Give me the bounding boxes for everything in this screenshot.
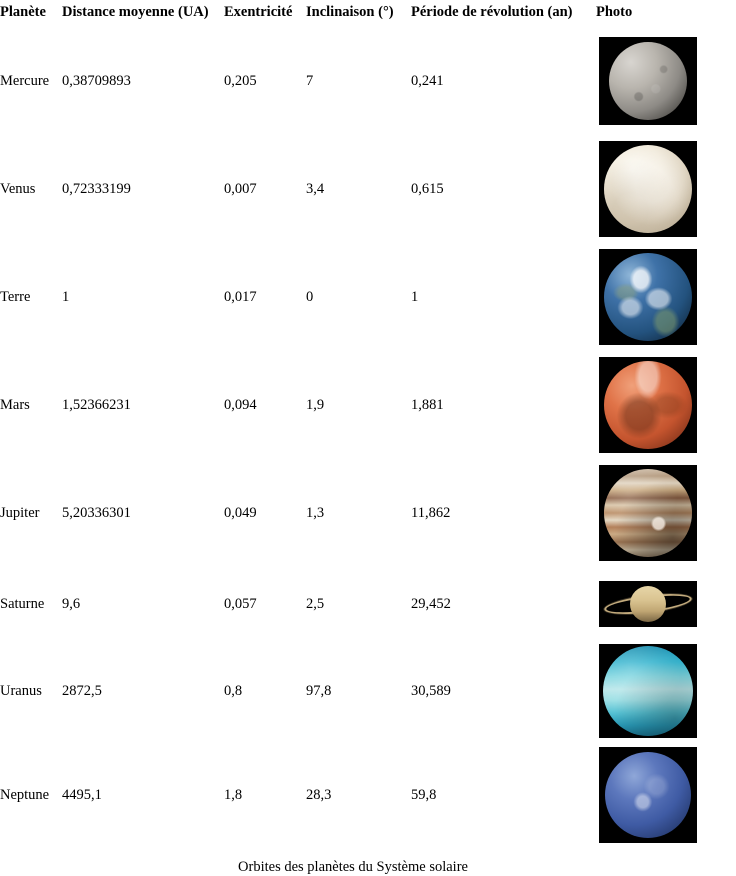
saturn-photo	[599, 581, 697, 627]
table-row	[0, 243, 700, 351]
cell-inclination: 28,3	[306, 786, 332, 803]
cell-inclination: 7	[306, 72, 314, 89]
table-caption: Orbites des planètes du Système solaire	[238, 859, 468, 875]
cell-photo	[596, 27, 700, 135]
mercury-photo	[599, 37, 697, 125]
column-header-planet: Planète	[0, 4, 46, 20]
column-header-eccentricity: Exentricité	[224, 4, 293, 20]
neptune-photo	[599, 747, 697, 843]
cell-inclination: 97,8	[306, 682, 332, 699]
cell-distance: 9,6	[62, 595, 81, 612]
mars-disc	[604, 361, 692, 449]
cell-period: 1,881	[411, 396, 444, 413]
cell-planet-name: Venus	[0, 180, 36, 197]
column-header-inclination: Inclinaison (°)	[306, 4, 394, 20]
cell-period: 11,862	[411, 504, 451, 521]
neptune-disc	[605, 752, 691, 838]
venus-photo	[599, 141, 697, 237]
column-header-photo: Photo	[596, 4, 633, 20]
cell-period: 0,615	[411, 180, 444, 197]
mercury-disc	[609, 42, 687, 120]
cell-photo	[596, 641, 700, 741]
cell-distance: 1	[62, 288, 70, 305]
cell-period: 0,241	[411, 72, 444, 89]
cell-period: 29,452	[411, 595, 451, 612]
jupiter-photo	[599, 465, 697, 561]
cell-photo	[596, 459, 700, 567]
cell-eccentricity: 0,057	[224, 595, 257, 612]
cell-eccentricity: 0,094	[224, 396, 257, 413]
table-header-row	[0, 0, 700, 27]
saturn-disc	[630, 586, 666, 622]
cell-eccentricity: 0,8	[224, 682, 243, 699]
venus-disc	[604, 145, 692, 233]
cell-inclination: 1,3	[306, 504, 325, 521]
cell-planet-name: Neptune	[0, 786, 50, 803]
cell-photo	[596, 135, 700, 243]
cell-planet-name: Uranus	[0, 682, 42, 699]
cell-planet-name: Terre	[0, 288, 31, 305]
cell-distance: 2872,5	[62, 682, 102, 699]
cell-eccentricity: 0,007	[224, 180, 257, 197]
uranus-photo	[599, 644, 697, 738]
table-row	[0, 641, 700, 741]
uranus-disc	[603, 646, 693, 736]
cell-photo	[596, 741, 700, 849]
cell-photo	[596, 567, 700, 641]
cell-planet-name: Saturne	[0, 595, 45, 612]
table-row	[0, 135, 700, 243]
table-row	[0, 567, 700, 641]
cell-period: 1	[411, 288, 419, 305]
cell-inclination: 1,9	[306, 396, 325, 413]
cell-distance: 5,20336301	[62, 504, 131, 521]
cell-photo	[596, 243, 700, 351]
cell-inclination: 2,5	[306, 595, 325, 612]
cell-distance: 4495,1	[62, 786, 102, 803]
cell-planet-name: Mars	[0, 396, 30, 413]
jupiter-disc	[604, 469, 692, 557]
cell-eccentricity: 0,049	[224, 504, 257, 521]
table-row	[0, 741, 700, 849]
cell-eccentricity: 1,8	[224, 786, 243, 803]
cell-planet-name: Jupiter	[0, 504, 40, 521]
cell-planet-name: Mercure	[0, 72, 50, 89]
cell-distance: 0,72333199	[62, 180, 131, 197]
cell-distance: 1,52366231	[62, 396, 131, 413]
column-header-distance: Distance moyenne (UA)	[62, 4, 209, 20]
table-row	[0, 459, 700, 567]
table-row	[0, 27, 700, 135]
cell-period: 59,8	[411, 786, 437, 803]
cell-inclination: 0	[306, 288, 314, 305]
mars-photo	[599, 357, 697, 453]
cell-period: 30,589	[411, 682, 451, 699]
cell-distance: 0,38709893	[62, 72, 131, 89]
cell-eccentricity: 0,017	[224, 288, 257, 305]
table-row	[0, 351, 700, 459]
earth-photo	[599, 249, 697, 345]
cell-photo	[596, 351, 700, 459]
earth-disc	[604, 253, 692, 341]
cell-inclination: 3,4	[306, 180, 325, 197]
column-header-period: Période de révolution (an)	[411, 4, 573, 20]
cell-eccentricity: 0,205	[224, 72, 257, 89]
